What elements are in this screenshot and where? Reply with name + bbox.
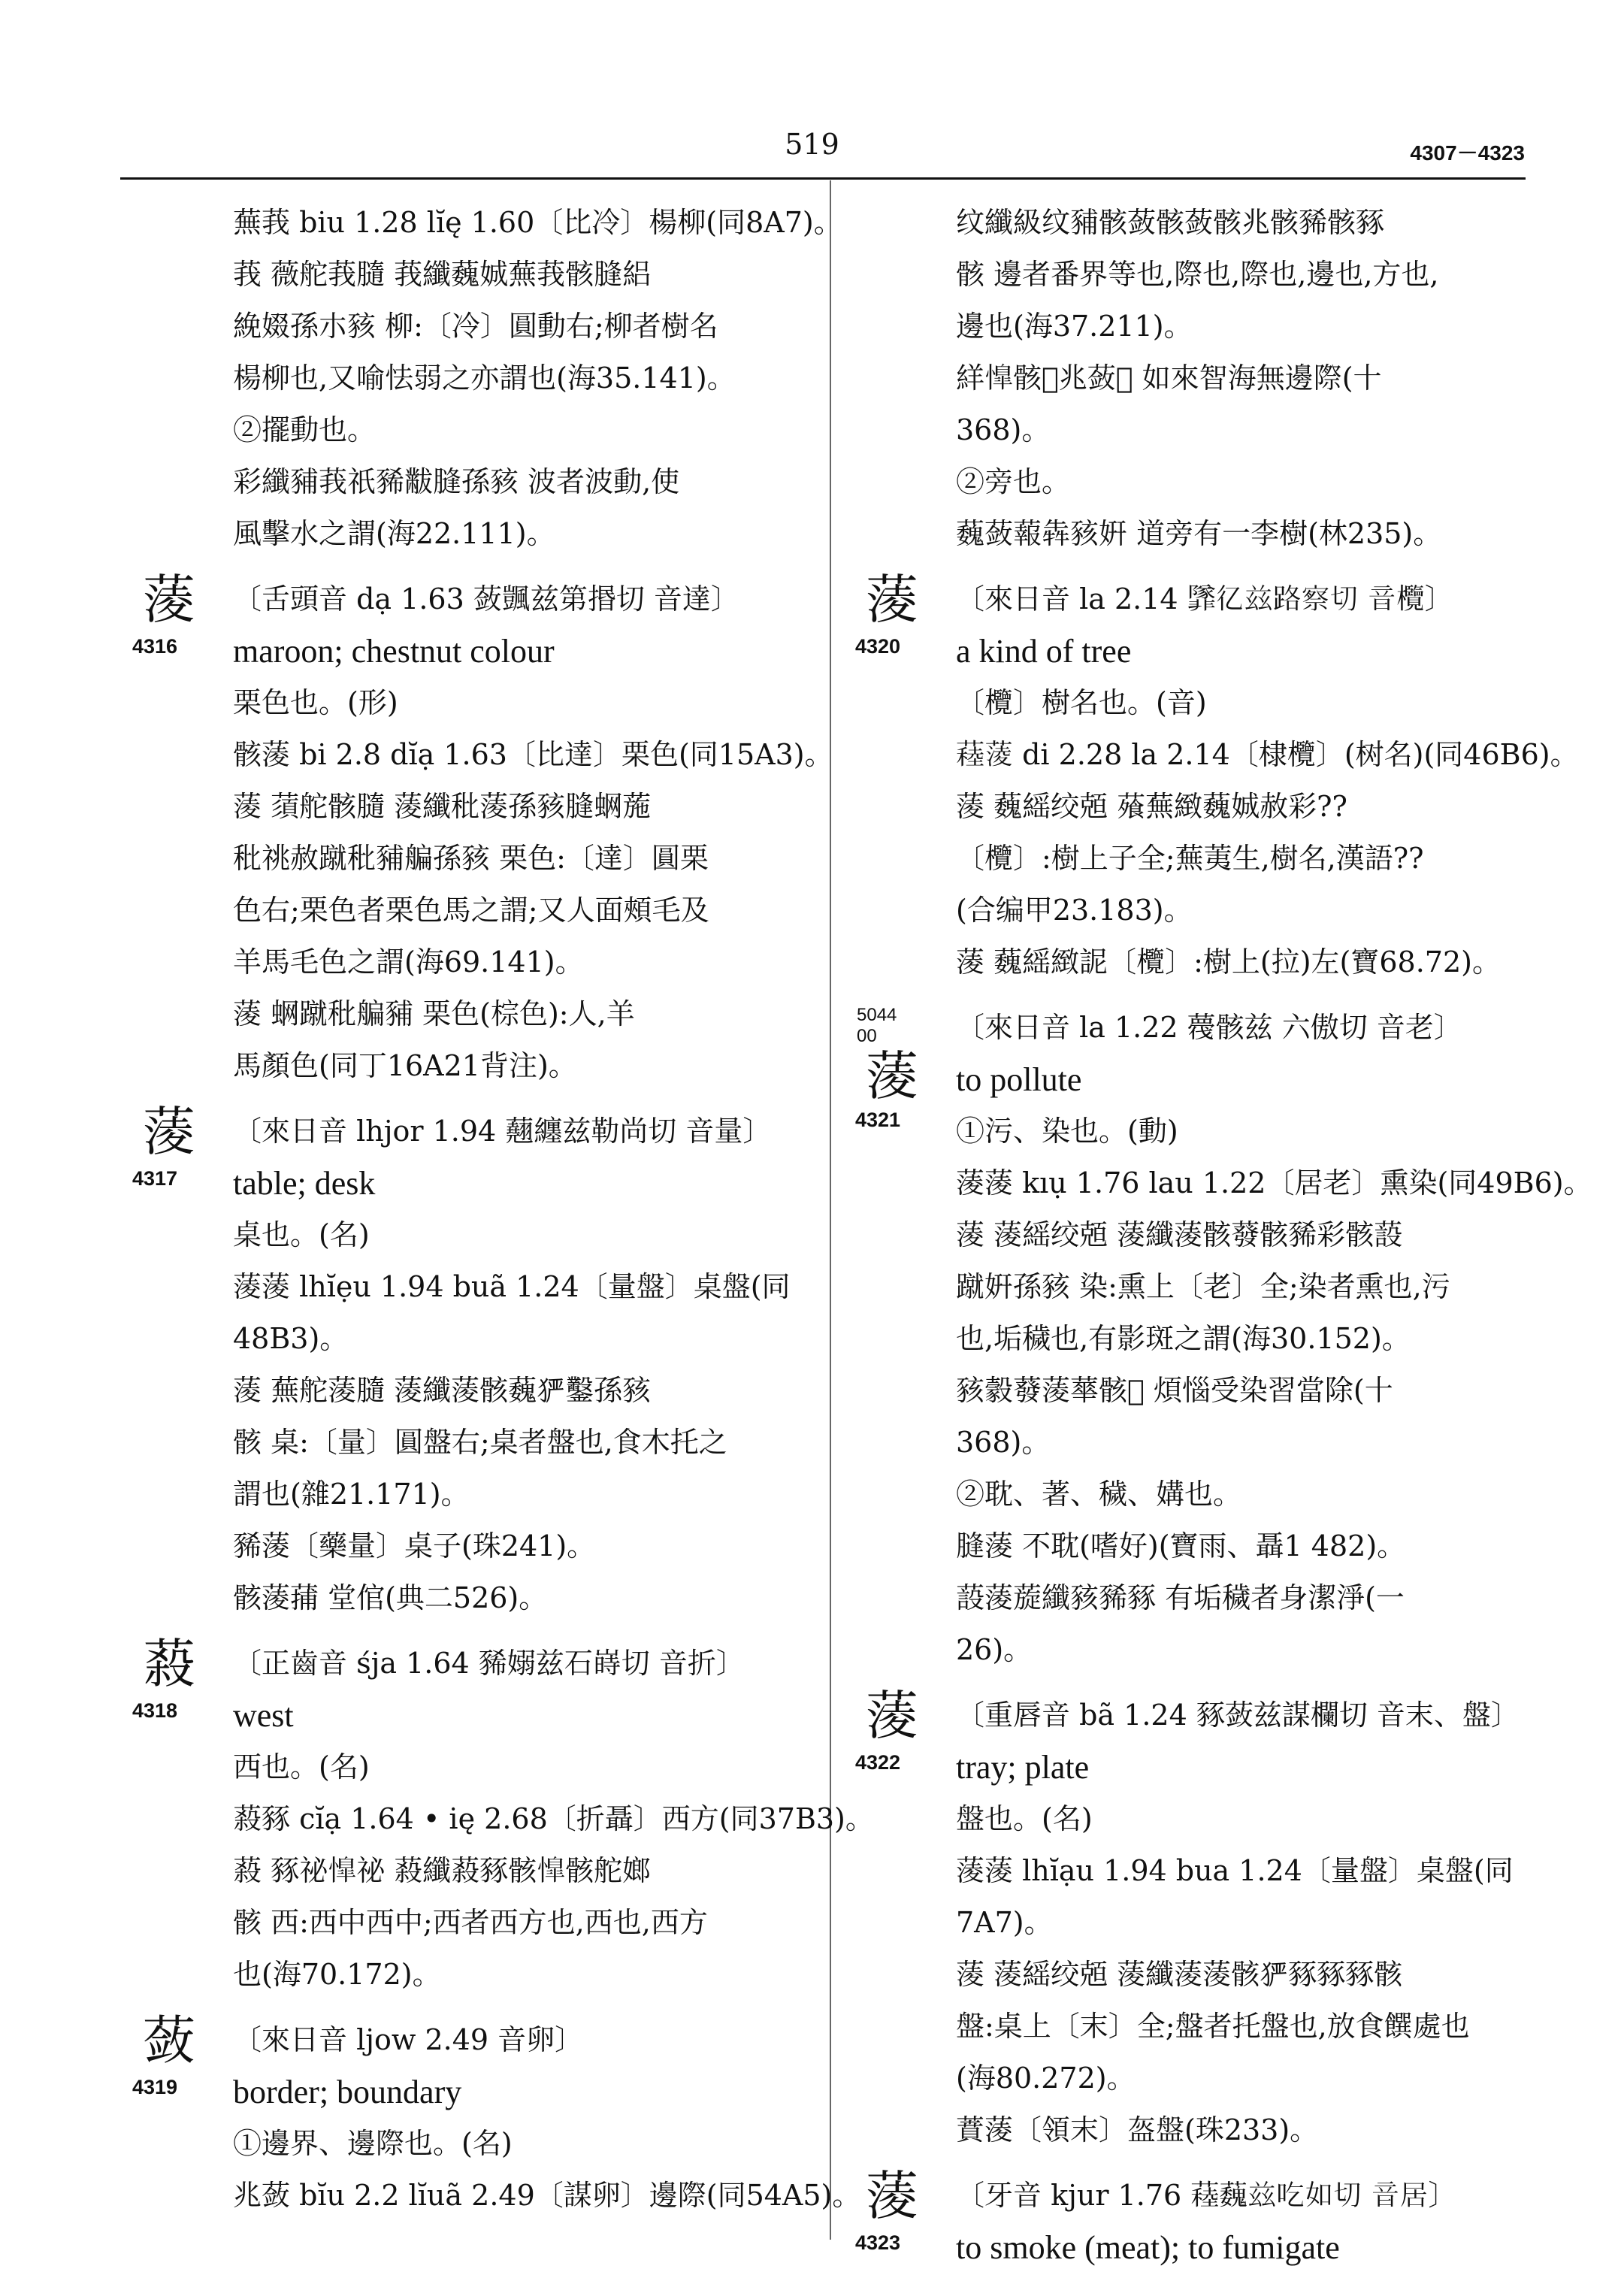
- entry-gloss: a kind of tree: [956, 633, 1132, 670]
- entry-line: 謂也(雜21.171)。: [233, 1478, 470, 1511]
- entry-line: 楊柳也,又喻怯弱之亦謂也(海35.141)。: [233, 362, 736, 395]
- entry-line: 〔欖〕:樹上子全;蕪荑生,樹名,漢語??: [956, 842, 1424, 875]
- entry-line: ②擺動也。: [233, 413, 377, 446]
- headword-character: 蔱: [143, 1633, 195, 1695]
- entry-line: 羊馬毛色之謂(海69.141)。: [233, 945, 584, 979]
- entry-pronunciation: 〔來日音 ljow 2.49 音卵〕: [233, 2023, 584, 2056]
- entry-pronunciation: 〔正齒音 śja 1.64 豨嫋兹石嵵切 音折〕: [233, 1647, 745, 1680]
- entry-number: 4321: [855, 1109, 901, 1131]
- entry-line: 盤也。(名): [956, 1802, 1093, 1835]
- continued-entry: [132, 197, 842, 560]
- entry-line: 骸蔆蒱 堂倌(典二526)。: [233, 1581, 548, 1614]
- entry-line: 蹴姸孫豥 染:熏上〔老〕全;染者熏也,污: [956, 1270, 1450, 1303]
- entry-number: 4319: [132, 2076, 178, 2098]
- headword-character: 蔆: [866, 1685, 918, 1747]
- entry-line: 蔱豩 cĭạ 1.64 • ię 2.68〔折聶〕西方(同37B3)。: [233, 1802, 874, 1835]
- entry-line: 絴𢡋骸𦁥兆蔹𦂂 如來智海無邊際(十: [956, 362, 1382, 395]
- entry-line: 蔆 蔆䌊绞兡 蔆纖蔆骸蕟骸豨彩骸蔎: [956, 1218, 1403, 1251]
- entry-line: 骸 西:西中西中;西者西方也,西也,西方: [233, 1906, 708, 1939]
- cross-reference-code: 5044 00: [857, 1005, 897, 1046]
- entry-4318: [132, 1633, 874, 2001]
- entry-number: 4318: [132, 1699, 178, 1722]
- entry-gloss: maroon; chestnut colour: [233, 633, 555, 670]
- entry-line: 368)。: [956, 1426, 1051, 1459]
- entry-line: ②旁也。: [956, 465, 1071, 498]
- entry-line: 骸蔆 bi 2.8 dĭạ 1.63〔比達〕栗色(同15A3)。: [233, 738, 833, 771]
- entry-line: 風擊水之謂(海22.111)。: [233, 517, 555, 550]
- entry-line: 骸 邊者番界等也,際也,際也,邊也,方也,: [956, 258, 1439, 291]
- headword-character: 蔆: [866, 2165, 918, 2227]
- entry-4323: [855, 2165, 1532, 2273]
- entry-line: 26)。: [956, 1633, 1033, 1666]
- entry-line: 也(海70.172)。: [233, 1958, 441, 1991]
- entry-line: 蕪莪 biu 1.28 lĭę 1.60〔比冷〕楊柳(同8A7)。: [233, 206, 842, 239]
- entry-line: 秕祧赦蹴秕豧艑孫豥 栗色:〔達〕圓栗: [233, 842, 709, 875]
- entry-gloss: to smoke (meat); to fumigate: [956, 2229, 1340, 2266]
- entry-line: 骸 桌:〔量〕圓盤右;桌者盤也,食木托之: [233, 1426, 727, 1459]
- entry-pronunciation: 〔來日音 la 1.22 薎骸兹 六傲切 音老〕: [956, 1011, 1462, 1044]
- entry-line: 蕡蔆〔領末〕盔盤(珠233)。: [956, 2113, 1319, 2146]
- entry-line: 蔆 蘶䌊緻䛏〔欖〕:樹上(拉)左(寶68.72)。: [956, 945, 1501, 979]
- entry-line: (合编甲23.183)。: [956, 894, 1193, 927]
- entry-line: 馬顏色(同丁16A21背注)。: [233, 1049, 577, 1082]
- headword-character: 蔆: [866, 569, 918, 631]
- entry-4317: [132, 1101, 809, 1624]
- entry-range: 4307－4323: [1410, 141, 1525, 165]
- entry-line: 〔欖〕樹名也。(音): [956, 686, 1207, 719]
- entry-4321: [855, 1002, 1592, 1676]
- entry-line: 蔆 蛧蹴秕艑豧 栗色(棕色):人,羊: [233, 997, 635, 1030]
- entry-line: ②耽、著、穢、媾也。: [956, 1478, 1242, 1511]
- entry-line: 膖蔆 不耽(嗜好)(寶雨、聶1 482)。: [956, 1529, 1406, 1563]
- entry-line: 蔎蔆蔙纖豥豨豩 有垢穢者身潔淨(一: [956, 1581, 1405, 1614]
- entry-line: 也,垢穢也,有影斑之謂(海30.152)。: [956, 1322, 1411, 1355]
- entry-line: 48B3)。: [233, 1322, 349, 1355]
- entry-line: ①邊界、邊際也。(名): [233, 2127, 513, 2160]
- entry-line: 蔆 蕦舵骸膸 蔆纖秕蔆孫豥膖蛧葹: [233, 790, 652, 823]
- headword-character: 蔆: [143, 569, 195, 631]
- entry-gloss: table; desk: [233, 1165, 376, 1202]
- entry-line: 蔆蔆 kıụ 1.76 lau 1.22〔居老〕熏染(同49B6)。: [956, 1166, 1592, 1200]
- entry-number: 4317: [132, 1167, 178, 1190]
- entry-gloss: border; boundary: [233, 2074, 462, 2110]
- entry-pronunciation: 〔來日音 lhjor 1.94 𧄍纏兹勒尚切 音量〕: [233, 1115, 772, 1148]
- entry-line: 桌也。(名): [233, 1218, 370, 1251]
- entry-pronunciation: 〔舌頭音 dạ 1.63 蔹颽兹第㨉切 音達〕: [233, 582, 739, 616]
- entry-line: 蔆蔆 lhĭạu 1.94 bua 1.24〔量盤〕桌盤(同: [956, 1854, 1514, 1887]
- entry-gloss: to pollute: [956, 1061, 1082, 1098]
- entry-line: 豥豰蕟蔆蕐骸𦁹 煩惱受染習當除(十: [956, 1374, 1393, 1407]
- headword-character: 蔹: [143, 2010, 195, 2071]
- header-rule: [120, 177, 1526, 180]
- entry-line: 色右;栗色者栗色馬之謂;又人面頰毛及: [233, 894, 709, 927]
- entry-line: 絻娺孫朩豥 柳:〔冷〕圓動右;柳者樹名: [233, 310, 718, 343]
- right-column: [855, 197, 1592, 2273]
- entry-line: 兆蔹 bĭu 2.2 lĭuã 2.49〔謀卵〕邊際(同54A5)。: [233, 2179, 861, 2212]
- entry-number: 4316: [132, 635, 178, 658]
- entry-line: 蘶蔹蕔犇豥姸 道旁有一李樹(林235)。: [956, 517, 1442, 550]
- headword-character: 蔆: [143, 1101, 195, 1163]
- entry-line: 蔆 蘶䌊绞兡 蕵蕪緻蘶娍赦彩??: [956, 790, 1347, 823]
- entry-line: 蔆 蕪舵蔆膸 蔆纖蔆骸蘶𤞤鑿孫豥: [233, 1374, 652, 1407]
- entry-line: ①污、染也。(動): [956, 1115, 1178, 1148]
- entry-line: 西也。(名): [233, 1750, 370, 1783]
- entry-line: (海80.272)。: [956, 2062, 1136, 2095]
- entry-line: 蔱 豩祕𢡋祕 蔱纖蔱豩骸𢡋骸舵嫏: [233, 1854, 652, 1887]
- entry-line: 7A7)。: [956, 1906, 1053, 1939]
- entry-line: 栗色也。(形): [233, 686, 398, 719]
- entry-pronunciation: 〔來日音 la 2.14 𩈁𢒼兹路察切 音欖〕: [956, 582, 1453, 616]
- page-number: 519: [785, 128, 839, 161]
- entry-line: 盤:桌上〔末〕全;盤者托盤也,放食饌處也: [956, 2010, 1470, 2043]
- column-divider: [830, 180, 831, 2240]
- entry-pronunciation: 〔重唇音 bã 1.24 豩蔹兹謀欄切 音末、盤〕: [956, 1699, 1520, 1732]
- entry-4319: [132, 2010, 861, 2222]
- entry-gloss: west: [233, 1697, 294, 1734]
- entry-line: 𦽂蔆 di 2.28 la 2.14〔棣欖〕(树名)(同46B6)。: [956, 738, 1579, 771]
- entry-number: 4322: [855, 1751, 901, 1774]
- entry-line: 邊也(海37.211)。: [956, 310, 1193, 343]
- entry-4322: [855, 1685, 1532, 2156]
- entry-line: 蔆 蔆䌊绞兡 蔆纖蔆蔆骸𤞤豩豩豩骸: [956, 1958, 1403, 1991]
- entry-4316: [132, 569, 833, 1092]
- entry-line: 蔆蔆 lhĭẹu 1.94 buã 1.24〔量盤〕桌盤(同: [233, 1270, 791, 1303]
- entry-4320: [855, 569, 1579, 988]
- headword-character: 蔆: [866, 1045, 918, 1107]
- entry-line: 彩纖豧莪祇豨黻膖孫豥 波者波動,使: [233, 465, 680, 498]
- continued-entry: [855, 197, 1532, 560]
- entry-gloss: tray; plate: [956, 1749, 1090, 1786]
- entry-line: 368)。: [956, 413, 1051, 446]
- entry-pronunciation: 〔牙音 kjur 1.76 𦽂蘶兹吃如切 音居〕: [956, 2179, 1457, 2212]
- entry-line: 豨蔆〔藥量〕桌子(珠241)。: [233, 1529, 596, 1563]
- entry-line: 纹纖級纹豧骸蔹骸蔹骸兆骸豨骸豩: [956, 206, 1385, 239]
- entry-number: 4323: [855, 2231, 901, 2254]
- entry-number: 4320: [855, 635, 901, 658]
- left-column: [132, 197, 874, 2222]
- entry-line: 莪 薇舵莪膸 莪纖蘶娍蕪莪骸膖絽: [233, 258, 652, 291]
